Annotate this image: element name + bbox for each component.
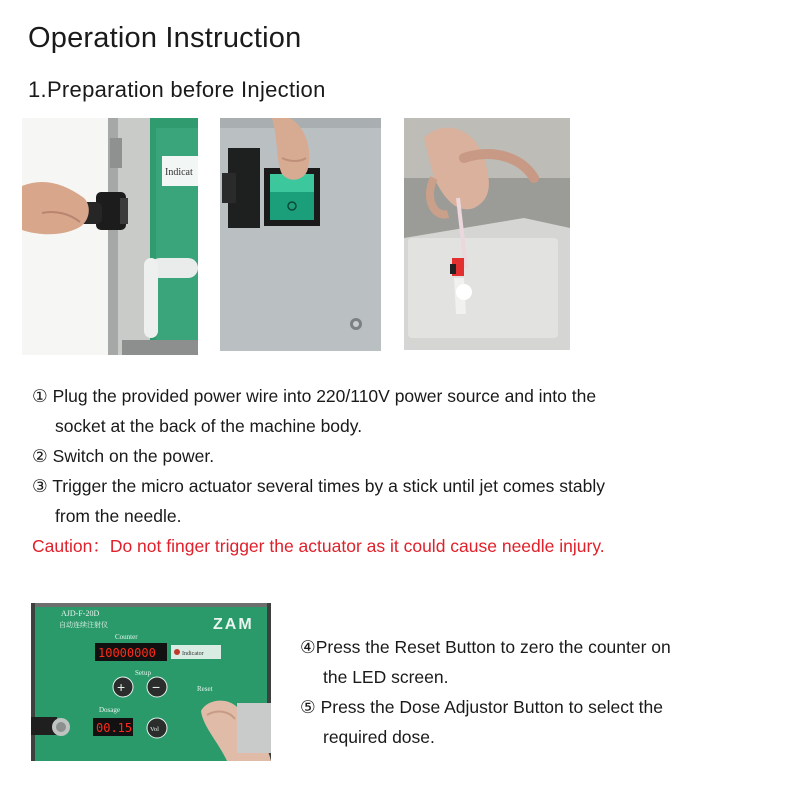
step-2-text: Switch on the power.	[52, 446, 215, 466]
step-5-text-cont: required dose.	[323, 727, 435, 747]
step-5-text: Press the Dose Adjustor Button to select the	[320, 697, 663, 717]
step-1-text: Plug the provided power wire into 220/110V power source and into the	[52, 386, 597, 406]
step-3	[32, 471, 772, 531]
step-4	[300, 632, 770, 692]
page-title: Operation Instruction	[28, 22, 302, 54]
indicator-label: Indicator	[182, 651, 204, 657]
minus-icon: −	[152, 679, 161, 695]
dosage-display: 00.15	[96, 721, 133, 735]
step-1-number: ①	[32, 386, 48, 406]
brand-logo: ZAM	[213, 616, 254, 633]
photo-switch-on-power	[220, 118, 381, 351]
vol-label: Vol	[150, 726, 159, 733]
step-3-number: ③	[32, 476, 48, 496]
step-4-text: Press the Reset Button to zero the counter on	[315, 637, 671, 657]
dosage-label: Dosage	[99, 706, 120, 714]
indicator-label-text: Indicat	[165, 167, 193, 178]
step-1	[32, 381, 772, 441]
photo-control-panel	[31, 603, 271, 761]
preparation-steps	[32, 381, 772, 561]
step-2	[32, 441, 772, 471]
step-5	[300, 692, 770, 752]
caution-note: Caution：Do not finger trigger the actuator as it could cause needle injury.	[32, 536, 605, 556]
step-3-text: Trigger the micro actuator several times by a stick until jet comes stably	[52, 476, 605, 496]
device-name-text: 自动连续注射仪	[59, 621, 108, 629]
step-4-text-cont: the LED screen.	[323, 667, 449, 687]
panel-steps	[300, 632, 770, 752]
counter-display: 10000000	[98, 646, 156, 660]
step-2-number: ②	[32, 446, 48, 466]
step-3-text-cont: from the needle.	[55, 506, 182, 526]
photo-trigger-actuator	[404, 118, 570, 350]
setup-label: Setup	[135, 669, 151, 677]
plus-icon: +	[117, 679, 126, 695]
step-1-text-cont: socket at the back of the machine body.	[55, 416, 363, 436]
photo-plug-power-cord	[22, 118, 198, 355]
model-text: AJD-F-20D	[61, 609, 100, 618]
counter-label: Counter	[115, 633, 138, 641]
section-title: 1.Preparation before Injection	[28, 77, 326, 102]
step-4-number: ④	[300, 637, 316, 657]
reset-label: Reset	[197, 685, 213, 693]
step-5-number: ⑤	[300, 697, 316, 717]
